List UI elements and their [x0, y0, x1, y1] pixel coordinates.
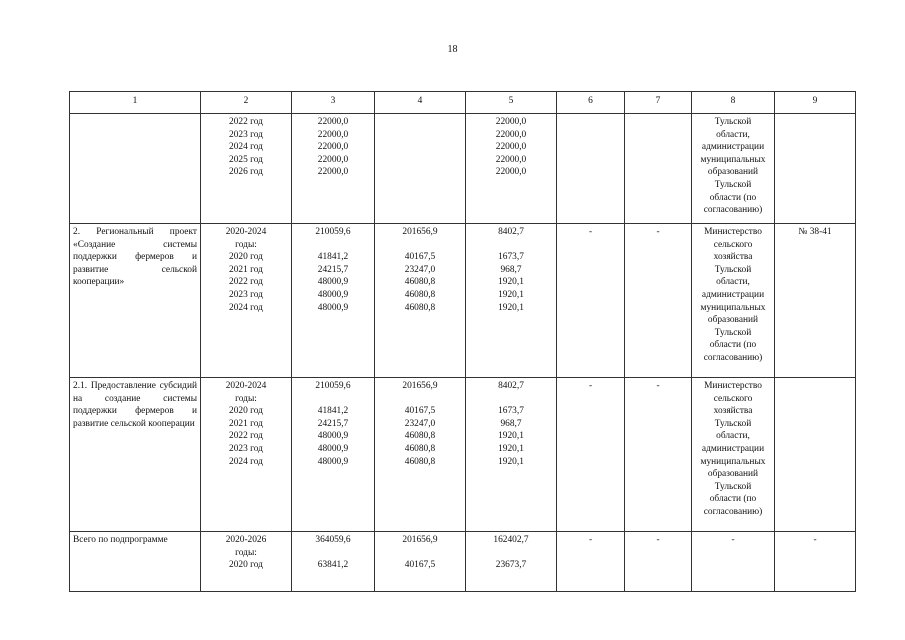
table-row	[70, 114, 856, 224]
row-regional-line: 23673,7	[495, 560, 527, 571]
row-federal-line: 40167,5	[404, 406, 436, 417]
row-executor-line: сельского	[713, 393, 753, 404]
row-executor	[692, 378, 775, 532]
row-total-line: 364059,6	[315, 535, 351, 545]
row-years-line: 2026 год	[229, 167, 263, 178]
row-col7	[625, 114, 692, 224]
row-executor	[692, 114, 775, 224]
row-years-line: 2021 год	[229, 264, 263, 275]
row-federal-line: 201656,9	[402, 535, 438, 545]
row-years-line: годы:	[235, 239, 257, 250]
row-executor-line: образований	[707, 315, 759, 326]
row-executor-line: администрации	[701, 142, 765, 153]
row-executor-line: -	[731, 535, 735, 545]
row-years-line: 2023 год	[229, 129, 263, 140]
row-total-line: 24215,7	[317, 264, 349, 275]
row-regional	[466, 114, 557, 224]
row-federal-line: 46080,8	[404, 277, 436, 288]
row-total-line: 48000,9	[317, 443, 349, 454]
row-regional-line: 1920,1	[498, 431, 524, 442]
row-name: 2.1. Предоставление субсидий на создание системы поддержки фермеров и развитие сельской кооперации	[70, 378, 201, 532]
row-col9: № 38-41	[775, 224, 856, 378]
row-name: 2. Региональный проект «Создание системы поддержки фермеров и развитие сельской кооперации»	[70, 224, 201, 378]
blank-line	[385, 393, 455, 406]
row-executor-line: согласованию)	[703, 506, 763, 517]
row-regional-line: 22000,0	[495, 129, 527, 140]
table-row	[70, 224, 856, 378]
blank-line	[302, 393, 364, 406]
row-total	[292, 532, 375, 592]
row-executor-line: области (по	[709, 494, 757, 505]
row-col6: -	[557, 224, 625, 378]
header-row	[70, 92, 856, 114]
row-regional-line: 1920,1	[498, 289, 524, 300]
table-row	[70, 532, 856, 592]
row-regional-line: 8402,7	[498, 381, 524, 391]
row-federal-line: 201656,9	[402, 227, 438, 237]
column-header: 2	[201, 92, 292, 114]
column-header: 1	[70, 92, 201, 114]
row-years-line: 2020 год	[229, 560, 263, 571]
row-total-line: 22000,0	[317, 129, 349, 140]
column-header: 3	[292, 92, 375, 114]
row-total-line: 210059,6	[315, 381, 351, 391]
row-executor-line: Министерство	[704, 381, 762, 391]
row-regional-line: 8402,7	[498, 227, 524, 237]
row-executor-line: области,	[716, 277, 750, 288]
row-executor	[692, 224, 775, 378]
blank-line	[302, 239, 364, 252]
row-federal	[375, 532, 466, 592]
row-years-line: 2024 год	[229, 302, 263, 313]
row-col7: -	[625, 378, 692, 532]
column-header: 5	[466, 92, 557, 114]
row-regional-line: 22000,0	[495, 167, 527, 178]
row-executor-line: Министерство	[704, 227, 762, 237]
program-table	[69, 91, 856, 592]
row-regional-line: 162402,7	[493, 535, 529, 545]
row-years-line: 2020-2026	[225, 535, 267, 545]
row-col9	[775, 378, 856, 532]
row-total	[292, 114, 375, 224]
row-executor-line: Тульской	[714, 418, 752, 429]
row-total-line: 48000,9	[317, 277, 349, 288]
row-total-line: 48000,9	[317, 289, 349, 300]
row-years-line: годы:	[235, 393, 257, 404]
row-years-line: 2023 год	[229, 289, 263, 300]
blank-line	[476, 393, 546, 406]
row-total-line: 41841,2	[317, 406, 349, 417]
row-total	[292, 378, 375, 532]
row-federal-line: 40167,5	[404, 252, 436, 263]
row-col9	[775, 114, 856, 224]
column-header: 9	[775, 92, 856, 114]
row-name: Всего по подпрограмме	[70, 532, 201, 592]
column-header: 8	[692, 92, 775, 114]
row-years	[201, 224, 292, 378]
row-regional-line: 968,7	[500, 418, 522, 429]
row-executor-line: администрации	[701, 443, 765, 454]
row-executor-line: сельского	[713, 239, 753, 250]
row-executor-line: хозяйства	[713, 406, 753, 417]
column-header: 7	[625, 92, 692, 114]
row-total-line: 22000,0	[317, 142, 349, 153]
row-years	[201, 114, 292, 224]
row-federal	[375, 114, 466, 224]
row-federal-line: 23247,0	[404, 264, 436, 275]
row-total-line: 24215,7	[317, 418, 349, 429]
row-col9: -	[775, 532, 856, 592]
row-regional	[466, 532, 557, 592]
row-federal-line: 46080,8	[404, 431, 436, 442]
row-executor-line: хозяйства	[713, 252, 753, 263]
row-years-line: 2024 год	[229, 456, 263, 467]
row-regional	[466, 378, 557, 532]
row-regional-line: 22000,0	[495, 154, 527, 165]
row-total-line: 22000,0	[317, 117, 349, 127]
blank-line	[476, 547, 546, 560]
row-executor-line: области (по	[709, 340, 757, 351]
row-col6: -	[557, 532, 625, 592]
row-regional-line: 968,7	[500, 264, 522, 275]
row-total	[292, 224, 375, 378]
row-col6	[557, 114, 625, 224]
row-executor-line: согласованию)	[703, 352, 763, 363]
row-total-line: 63841,2	[317, 560, 349, 571]
row-years-line: 2020 год	[229, 406, 263, 417]
page-number: 18	[447, 44, 458, 55]
row-regional-line: 1920,1	[498, 443, 524, 454]
row-executor-line: Тульской	[714, 117, 752, 127]
row-years-line: 2023 год	[229, 443, 263, 454]
row-executor-line: муниципальных	[700, 154, 766, 165]
blank-line	[385, 547, 455, 560]
row-total-line: 22000,0	[317, 167, 349, 178]
row-years-line: 2020-2024	[225, 381, 267, 391]
row-regional-line: 22000,0	[495, 117, 527, 127]
row-federal-line: 46080,8	[404, 289, 436, 300]
table-row	[70, 378, 856, 532]
blank-line	[476, 239, 546, 252]
row-regional-line: 1920,1	[498, 456, 524, 467]
blank-line	[302, 547, 364, 560]
row-regional-line: 1673,7	[498, 252, 524, 263]
row-executor	[692, 532, 775, 592]
row-years-line: 2022 год	[229, 277, 263, 288]
row-federal-line: 40167,5	[404, 560, 436, 571]
column-header: 6	[557, 92, 625, 114]
row-years-line: 2024 год	[229, 142, 263, 153]
row-total-line: 48000,9	[317, 456, 349, 467]
row-executor-line: области,	[716, 129, 750, 140]
row-federal	[375, 224, 466, 378]
row-federal	[375, 378, 466, 532]
row-years-line: годы:	[235, 547, 257, 558]
row-executor-line: муниципальных	[700, 302, 766, 313]
row-years-line: 2020-2024	[225, 227, 267, 237]
row-executor-line: Тульской	[714, 179, 752, 190]
row-executor-line: Тульской	[714, 481, 752, 492]
row-total-line: 41841,2	[317, 252, 349, 263]
row-federal-line: 46080,8	[404, 443, 436, 454]
row-regional-line: 1920,1	[498, 302, 524, 313]
row-regional-line: 1673,7	[498, 406, 524, 417]
row-col6: -	[557, 378, 625, 532]
row-regional	[466, 224, 557, 378]
row-federal-line: 46080,8	[404, 456, 436, 467]
row-federal-line: 23247,0	[404, 418, 436, 429]
row-years	[201, 532, 292, 592]
row-executor-line: области,	[716, 431, 750, 442]
row-executor-line: образований	[707, 167, 759, 178]
row-executor-line: Тульской	[714, 327, 752, 338]
row-total-line: 22000,0	[317, 154, 349, 165]
row-executor-line: муниципальных	[700, 456, 766, 467]
row-years-line: 2020 год	[229, 252, 263, 263]
row-regional-line: 1920,1	[498, 277, 524, 288]
row-name	[70, 114, 201, 224]
row-executor-line: области (по	[709, 192, 757, 203]
row-col7: -	[625, 532, 692, 592]
row-executor-line: образований	[707, 469, 759, 480]
row-federal-line: 201656,9	[402, 381, 438, 391]
row-total-line: 48000,9	[317, 302, 349, 313]
row-regional-line: 22000,0	[495, 142, 527, 153]
row-years-line: 2022 год	[229, 431, 263, 442]
row-executor-line: согласованию)	[703, 205, 763, 216]
row-years-line: 2021 год	[229, 418, 263, 429]
row-federal-line: 46080,8	[404, 302, 436, 313]
column-header: 4	[375, 92, 466, 114]
row-total-line: 210059,6	[315, 227, 351, 237]
blank-line	[385, 239, 455, 252]
row-total-line: 48000,9	[317, 431, 349, 442]
row-years-line: 2025 год	[229, 154, 263, 165]
row-executor-line: администрации	[701, 289, 765, 300]
row-years-line: 2022 год	[229, 117, 263, 127]
row-col7: -	[625, 224, 692, 378]
row-years	[201, 378, 292, 532]
row-executor-line: Тульской	[714, 264, 752, 275]
